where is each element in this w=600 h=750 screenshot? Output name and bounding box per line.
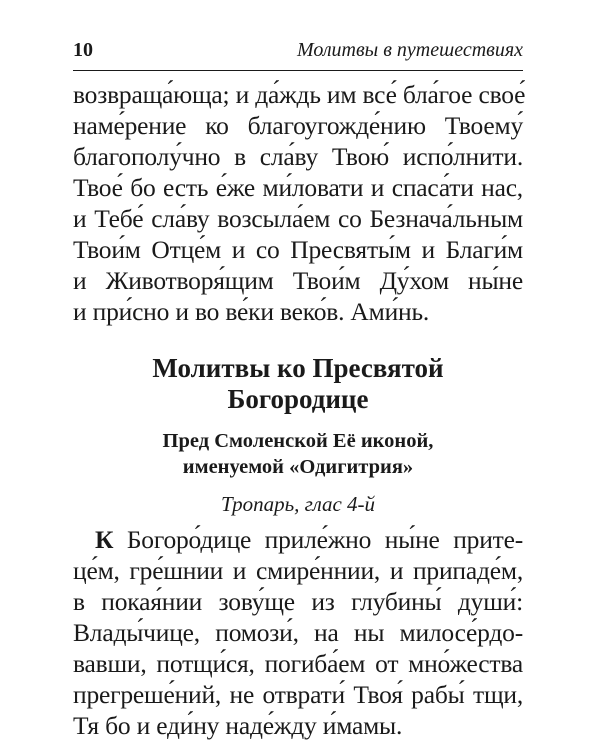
section-subtitle — [73, 428, 523, 480]
text-line: и при́сно и во ве́ки веко́в. Ами́нь. — [73, 297, 430, 326]
section-title — [73, 353, 523, 415]
running-title: Молитвы в путешествиях — [296, 39, 523, 61]
prayer-ending-text — [73, 79, 526, 327]
text-line: Твои́м Отце́м и со Пресвяты́м и Благи́м — [73, 235, 523, 264]
subtitle-line: Пред Смоленской Её иконой, — [162, 430, 434, 452]
text-line: Твое́ бо есть е́же ми́ловати и спаса́ти нас, — [73, 173, 523, 202]
troparion-text — [73, 524, 523, 741]
text-line: и Тебе́ сла́ву возсыла́ем со Безнача́льным — [73, 204, 523, 233]
text-line: в покая́нии зову́ще из глубины́ души́: — [73, 587, 523, 616]
text-line: и Животворя́щим Твои́м Ду́хом ны́не — [73, 266, 523, 295]
section-title-line: Молитвы ко Пресвятой — [152, 353, 444, 383]
page-number: 10 — [73, 39, 93, 61]
text-line: вавши, потщи́ся, погиба́ем от мно́жества — [73, 649, 523, 678]
troparion-tone-heading: Тропарь, глас 4-й — [220, 492, 376, 516]
text-line: це́м, гре́шнии и смире́ннии, и припаде́м, — [73, 556, 523, 585]
subtitle-line: именуемой «Одигитрия» — [182, 456, 414, 478]
text-line: наме́рение ко благоугожде́нию Твоему́ — [73, 111, 523, 140]
drop-cap: К — [95, 525, 114, 554]
text-line — [73, 524, 523, 555]
first-line-text: Богоро́дице приле́жно ны́не прите- — [113, 525, 523, 554]
text-line: Тя бо и еди́ну наде́жду и́мамы. — [73, 711, 403, 740]
text-line: прегреше́ний, не отврати́ Твоя́ рабы́ тщи, — [73, 680, 523, 709]
text-line: Влады́чице, помози́, на ны милосе́рдо- — [73, 618, 523, 647]
text-line: возвраща́юща; и да́ждь им все́ бла́гое свое́ — [73, 80, 526, 109]
book-page — [73, 36, 526, 741]
page-header — [73, 36, 523, 71]
section-title-line: Богородице — [227, 384, 369, 414]
text-line: благополу́чно в сла́ву Твою́ испо́лнити. — [73, 142, 523, 171]
